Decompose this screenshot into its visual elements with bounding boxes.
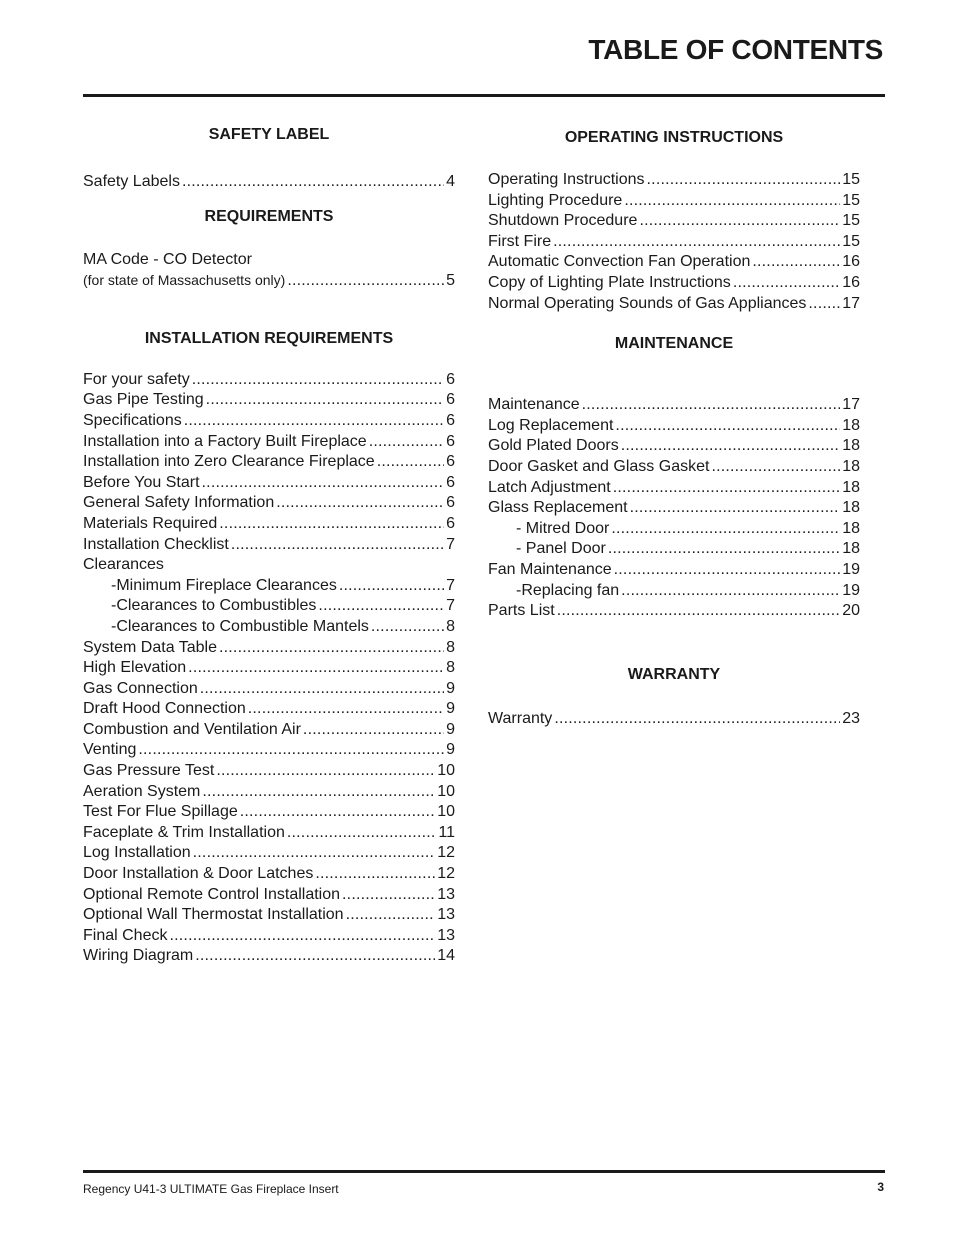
- dot-leader: [276, 493, 444, 514]
- toc-entry-label: Door Gasket and Glass Gasket: [488, 457, 710, 475]
- toc-entry: [83, 864, 455, 885]
- toc-entry-page: 18: [842, 457, 860, 475]
- right-column: [488, 128, 860, 729]
- clearances-heading: Clearances: [83, 556, 164, 574]
- toc-entry-page: 19: [842, 560, 860, 578]
- dot-leader: [182, 172, 444, 193]
- toc-entry: [488, 232, 860, 253]
- toc-entry: [83, 802, 455, 823]
- toc-entry: [83, 823, 455, 844]
- toc-entry: [488, 478, 860, 499]
- dot-leader: [621, 581, 840, 602]
- toc-entry-label: -Minimum Fireplace Clearances: [111, 576, 337, 594]
- dot-leader: [219, 514, 444, 535]
- toc-entry-label: - Panel Door: [516, 540, 606, 558]
- toc-entry-page: 6: [446, 411, 455, 429]
- toc-entry: [83, 905, 455, 926]
- toc-entry-label: General Safety Information: [83, 494, 275, 512]
- toc-entry-page: 15: [842, 191, 860, 209]
- dot-leader: [621, 436, 840, 457]
- ma-code-heading: MA Code - CO Detector: [83, 250, 252, 268]
- dot-leader: [206, 390, 444, 411]
- toc-entry-page: 13: [437, 926, 455, 944]
- footer-document-name: Regency U41-3 ULTIMATE Gas Fireplace Insert: [83, 1182, 339, 1196]
- toc-entry-label: Aeration System: [83, 782, 201, 800]
- toc-entry-label: Final Check: [83, 926, 168, 944]
- toc-entry-page: 7: [446, 597, 455, 615]
- dot-leader: [184, 411, 444, 432]
- toc-entry: [83, 596, 455, 617]
- toc-entry: [83, 432, 455, 453]
- toc-entry-page: 6: [446, 473, 455, 491]
- clearances-list: [83, 576, 455, 638]
- toc-entry: [488, 294, 860, 315]
- toc-entry-label: Log Installation: [83, 844, 191, 862]
- toc-entry: [488, 519, 860, 540]
- toc-entry: [83, 514, 455, 535]
- dot-leader: [169, 926, 435, 947]
- toc-entry-page: 14: [437, 947, 455, 965]
- toc-entry: [488, 581, 860, 602]
- toc-entry-page: 6: [446, 370, 455, 388]
- toc-entry: [488, 395, 860, 416]
- toc-entry-page: 6: [446, 453, 455, 471]
- installation-list: [83, 370, 455, 555]
- toc-entry-page: 13: [437, 885, 455, 903]
- dot-leader: [608, 539, 840, 560]
- toc-entry: [488, 457, 860, 478]
- parts-list: [488, 601, 860, 622]
- toc-entry: [83, 926, 455, 947]
- toc-entry-label: Fan Maintenance: [488, 560, 612, 578]
- warranty-list: [488, 709, 860, 730]
- toc-entry: [83, 946, 455, 967]
- toc-entry-label: Gas Pipe Testing: [83, 391, 204, 409]
- toc-entry-label: Lighting Procedure: [488, 191, 623, 209]
- section-title-requirements: REQUIREMENTS: [204, 207, 334, 225]
- toc-entry-label: Safety Labels: [83, 173, 180, 190]
- installation-list-2: [83, 638, 455, 926]
- dot-leader: [339, 576, 444, 597]
- toc-entry: [83, 390, 455, 411]
- dot-leader: [733, 273, 840, 294]
- left-column: [83, 125, 455, 967]
- dot-leader: [287, 823, 437, 844]
- dot-leader: [138, 740, 444, 761]
- dot-leader: [553, 232, 840, 253]
- section-title-warranty: WARRANTY: [627, 665, 721, 683]
- toc-entry: [83, 617, 455, 638]
- toc-entry: [488, 416, 860, 437]
- bottom-rule: [83, 1170, 885, 1173]
- toc-entry-label: First Fire: [488, 232, 552, 250]
- toc-entry-label: Log Replacement: [488, 416, 614, 434]
- dot-leader: [315, 864, 435, 885]
- toc-entry: [83, 761, 455, 782]
- toc-entry-page: 6: [446, 432, 455, 450]
- toc-entry: [83, 370, 455, 391]
- toc-entry-label: Optional Wall Thermostat Installation: [83, 906, 344, 924]
- toc-entry: [83, 885, 455, 906]
- toc-entry-label: Operating Instructions: [488, 171, 645, 188]
- operating-list: [488, 170, 860, 314]
- dot-leader: [202, 782, 435, 803]
- dot-leader: [639, 211, 840, 232]
- toc-entry-page: 18: [842, 437, 860, 455]
- toc-entry-page: 23: [842, 709, 860, 727]
- toc-entry-label: Materials Required: [83, 514, 218, 532]
- toc-entry-page: 6: [446, 514, 455, 532]
- toc-entry: [83, 638, 455, 659]
- toc-entry-page: 17: [842, 294, 860, 312]
- toc-entry: [83, 740, 455, 761]
- dot-leader: [216, 761, 435, 782]
- section-title-operating: OPERATING INSTRUCTIONS: [564, 129, 784, 146]
- toc-entry-label: Warranty: [488, 709, 553, 727]
- toc-entry: [83, 452, 455, 473]
- fan-sub-list: [488, 581, 860, 602]
- toc-entry: [488, 709, 860, 730]
- toc-entry-page: 12: [437, 865, 455, 883]
- toc-entry: [488, 436, 860, 457]
- dot-leader: [647, 170, 841, 191]
- toc-entry: [488, 191, 860, 212]
- toc-entry-page: 10: [437, 762, 455, 780]
- toc-entry-label: Installation into Zero Clearance Fireplace: [83, 453, 375, 471]
- wiring-list: [83, 946, 455, 967]
- dot-leader: [342, 885, 435, 906]
- dot-leader: [200, 679, 444, 700]
- toc-entry-page: 8: [446, 659, 455, 677]
- toc-entry-label: Combustion and Ventilation Air: [83, 720, 301, 738]
- toc-entry-page: 17: [842, 396, 860, 414]
- dot-leader: [614, 560, 841, 581]
- toc-entry-label: Gold Plated Doors: [488, 437, 619, 455]
- toc-entry-label: -Replacing fan: [516, 581, 620, 599]
- toc-entry-page: 18: [842, 499, 860, 517]
- requirements-list: [83, 270, 455, 292]
- toc-entry-page: 8: [446, 638, 455, 656]
- final-check-list: [83, 926, 455, 947]
- toc-entry: [83, 172, 455, 193]
- toc-entry-page: 9: [446, 741, 455, 759]
- toc-entry-label: For your safety: [83, 370, 190, 388]
- toc-entry-page: 8: [446, 617, 455, 635]
- dot-leader: [611, 519, 840, 540]
- footer-page-number: 3: [877, 1180, 884, 1194]
- toc-entry-page: 15: [842, 171, 860, 188]
- toc-entry: [83, 473, 455, 494]
- toc-entry: [488, 498, 860, 519]
- toc-entry-label: Glass Replacement: [488, 499, 628, 517]
- toc-entry-page: 11: [438, 823, 455, 841]
- toc-entry: [83, 658, 455, 679]
- dot-leader: [193, 843, 436, 864]
- dot-leader: [557, 601, 841, 622]
- dot-leader: [630, 498, 841, 519]
- dot-leader: [240, 802, 435, 823]
- toc-entry-label: -Clearances to Combustible Mantels: [111, 617, 369, 635]
- toc-entry: [83, 576, 455, 597]
- toc-entry-label: System Data Table: [83, 638, 217, 656]
- toc-entry: [83, 720, 455, 741]
- section-title-installation: INSTALLATION REQUIREMENTS: [144, 329, 394, 347]
- toc-entry-page: 6: [446, 494, 455, 512]
- toc-entry: [488, 601, 860, 622]
- page-title: TABLE OF CONTENTS: [588, 34, 883, 65]
- dot-leader: [303, 720, 444, 741]
- toc-entry: [83, 535, 455, 556]
- toc-entry-label: Optional Remote Control Installation: [83, 885, 341, 903]
- toc-entry-label: Shutdown Procedure: [488, 212, 638, 230]
- toc-entry-page: 15: [842, 232, 860, 250]
- top-rule: [83, 94, 885, 97]
- toc-entry-page: 18: [842, 540, 860, 558]
- toc-entry-page: 18: [842, 519, 860, 537]
- section-title-maintenance: MAINTENANCE: [614, 335, 734, 353]
- toc-entry-page: 9: [446, 700, 455, 718]
- dot-leader: [369, 432, 444, 453]
- toc-entry-page: 16: [842, 253, 860, 271]
- dot-leader: [377, 452, 444, 473]
- dot-leader: [711, 457, 840, 478]
- toc-entry-label: Gas Pressure Test: [83, 762, 215, 780]
- toc-entry-label: Gas Connection: [83, 679, 198, 697]
- toc-entry-label: Wiring Diagram: [83, 947, 194, 965]
- toc-entry: [83, 679, 455, 700]
- toc-entry-label: Parts List: [488, 602, 555, 620]
- dot-leader: [808, 294, 840, 315]
- dot-leader: [202, 473, 445, 494]
- toc-entry-label: Installation into a Factory Built Fireplace: [83, 432, 367, 450]
- dot-leader: [219, 638, 444, 659]
- dot-leader: [248, 699, 444, 720]
- dot-leader: [752, 252, 840, 273]
- dot-leader: [371, 617, 444, 638]
- toc-entry-label: Faceplate & Trim Installation: [83, 823, 285, 841]
- toc-entry: [83, 843, 455, 864]
- toc-entry: [83, 270, 455, 292]
- toc-entry-page: 5: [446, 272, 455, 290]
- toc-entry-page: 12: [437, 844, 455, 862]
- toc-entry-label: - Mitred Door: [516, 519, 610, 537]
- dot-leader: [554, 709, 840, 730]
- dot-leader: [318, 596, 444, 617]
- dot-leader: [231, 535, 444, 556]
- toc-entry: [83, 782, 455, 803]
- toc-entry: [83, 699, 455, 720]
- toc-entry-label: Maintenance: [488, 396, 580, 414]
- dot-leader: [188, 658, 444, 679]
- safety-label-list: [83, 172, 455, 193]
- toc-entry-page: 7: [446, 576, 455, 594]
- toc-entry-page: 9: [446, 720, 455, 738]
- toc-entry-label: Before You Start: [83, 473, 200, 491]
- toc-entry-page: 7: [446, 535, 455, 553]
- toc-entry-page: 18: [842, 416, 860, 434]
- toc-entry-label: Draft Hood Connection: [83, 700, 246, 718]
- toc-entry: [488, 560, 860, 581]
- toc-entry-page: 18: [842, 478, 860, 496]
- toc-entry-label: Venting: [83, 741, 137, 759]
- dot-leader: [613, 478, 840, 499]
- toc-entry-label: Installation Checklist: [83, 535, 229, 553]
- toc-entry-page: 15: [842, 212, 860, 230]
- toc-entry: [83, 411, 455, 432]
- fan-list: [488, 560, 860, 581]
- toc-entry-label: (for state of Massachusetts only): [83, 272, 286, 289]
- dot-leader: [624, 191, 840, 212]
- toc-entry-page: 6: [446, 391, 455, 409]
- toc-entry: [488, 211, 860, 232]
- toc-entry-label: Door Installation & Door Latches: [83, 865, 314, 883]
- toc-entry-label: Normal Operating Sounds of Gas Appliances: [488, 294, 807, 312]
- toc-entry-page: 10: [437, 782, 455, 800]
- toc-entry: [488, 539, 860, 560]
- toc-entry: [83, 493, 455, 514]
- dot-leader: [582, 395, 841, 416]
- toc-entry-page: 16: [842, 273, 860, 291]
- toc-entry-page: 19: [842, 581, 860, 599]
- toc-entry-page: 13: [437, 906, 455, 924]
- toc-entry-label: Test For Flue Spillage: [83, 803, 238, 821]
- section-title-safety-label: SAFETY LABEL: [208, 126, 330, 143]
- toc-entry-page: 4: [446, 173, 455, 190]
- dot-leader: [615, 416, 840, 437]
- toc-entry: [488, 170, 860, 191]
- toc-entry-page: 20: [842, 602, 860, 620]
- toc-entry-page: 9: [446, 679, 455, 697]
- toc-entry: [488, 252, 860, 273]
- dot-leader: [287, 271, 444, 292]
- toc-entry-label: Automatic Convection Fan Operation: [488, 253, 751, 271]
- toc-entry-label: Copy of Lighting Plate Instructions: [488, 273, 731, 291]
- maintenance-list: [488, 395, 860, 519]
- toc-entry: [488, 273, 860, 294]
- toc-entry-page: 10: [437, 803, 455, 821]
- toc-entry-label: Specifications: [83, 411, 182, 429]
- toc-entry-label: High Elevation: [83, 659, 187, 677]
- dot-leader: [192, 370, 444, 391]
- dot-leader: [195, 946, 435, 967]
- toc-entry-label: Latch Adjustment: [488, 478, 611, 496]
- glass-sub-list: [488, 519, 860, 560]
- toc-entry-label: -Clearances to Combustibles: [111, 597, 317, 615]
- dot-leader: [346, 905, 436, 926]
